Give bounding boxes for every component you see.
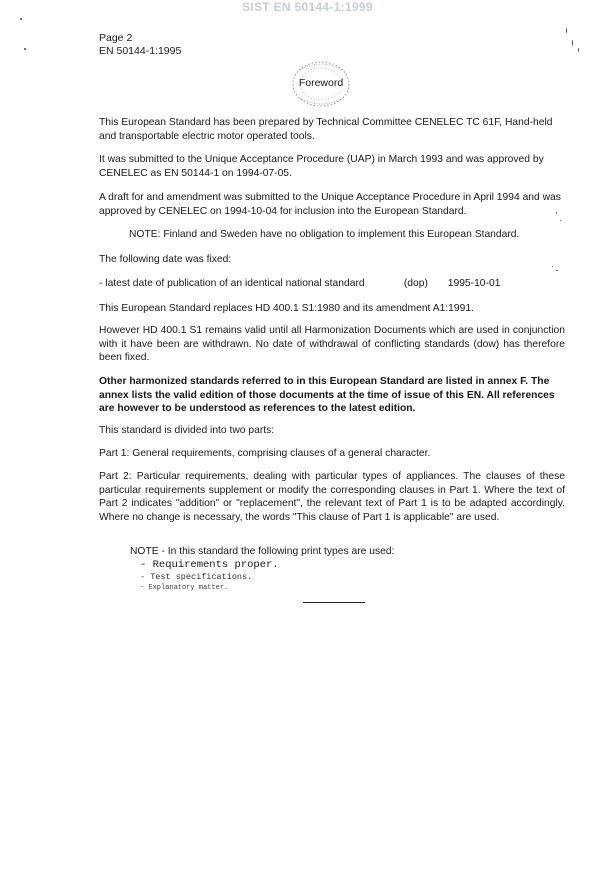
paragraph-however: However HD 400.1 S1 remains valid until all Harmonization Documents which are used in conjunction with it have been are withdrawn. No date of withdrawal of conflicting standards (dow) has therefore been fixed.	[99, 325, 565, 363]
document-id: EN 50144-1:1995	[99, 45, 182, 57]
paragraph-date-fixed: The following date was fixed:	[99, 254, 232, 265]
scan-speck	[24, 48, 26, 50]
scan-speck	[556, 270, 558, 271]
scan-speck	[20, 18, 22, 20]
paragraph-replaces: This European Standard replaces HD 400.1 S1:1980 and its amendment A1:1991.	[99, 303, 474, 314]
print-type-requirements: - Requirements proper.	[140, 558, 279, 571]
paragraph-divided: This standard is divided into two parts:	[99, 425, 275, 436]
scan-speck	[566, 28, 567, 33]
date-entry-code: (dop)	[403, 278, 428, 289]
print-types-note	[130, 545, 560, 594]
paragraph-harmonized: Other harmonized standards referred to in this European Standard are listed in annex F. The annex lists the valid edition of those documents at the time of issue of this EN. All references are however to be understood as references to the latest edition.	[99, 376, 555, 414]
scan-speck	[560, 220, 561, 221]
note-finland-sweden: NOTE: Finland and Sweden have no obligation to implement this European Standard.	[129, 229, 520, 240]
page-header	[99, 32, 181, 58]
print-type-explanatory: - Explanatory matter.	[140, 583, 229, 592]
scan-speck	[572, 40, 573, 46]
foreword-heading: Foreword	[298, 77, 344, 89]
date-entry	[99, 277, 565, 291]
print-type-test-specifications: - Test specifications.	[140, 571, 253, 582]
date-entry-label: - latest date of publication of an identical national standard	[99, 278, 365, 289]
scan-speck	[578, 48, 579, 52]
scan-speck	[552, 266, 553, 267]
date-entry-value: 1995-10-01	[447, 278, 501, 289]
paragraph-uap: It was submitted to the Unique Acceptance Procedure (UAP) in March 1993 and was approved by CENELEC as EN 50144-1 on 1994-07-05.	[99, 154, 544, 179]
scan-speck	[556, 212, 557, 214]
paragraph-intro: This European Standard has been prepared by Technical Committee CENELEC TC 61F, Hand-held and transportable electric motor operated tools.	[99, 117, 553, 142]
print-types-title: NOTE - In this standard the following print types are used:	[130, 546, 395, 557]
paragraph-draft: A draft for and amendment was submitted to the Unique Acceptance Procedure in April 1994 and was approved by CENELEC on 1994-10-04 for inclusion into the European Standard.	[99, 192, 561, 217]
foreword-stamp	[286, 58, 356, 110]
watermark: SIST EN 50144-1:1999	[242, 0, 373, 14]
paragraph-part2: Part 2: Particular requirements, dealing with particular types of appliances. The clauses of these particular requirements supplement or modify the corresponding clauses in Part 1. Where the text of Part 2 indicates "addition" or "replacement", the relevant text of Part 1 is to be adapted accordingly. Where no change is necessary, the words "This clause of Part 1 is applicable" are used.	[99, 471, 565, 523]
page-number: Page 2	[99, 32, 133, 44]
paragraph-part1: Part 1: General requirements, comprising clauses of a general character.	[99, 448, 431, 459]
end-rule	[303, 602, 365, 603]
